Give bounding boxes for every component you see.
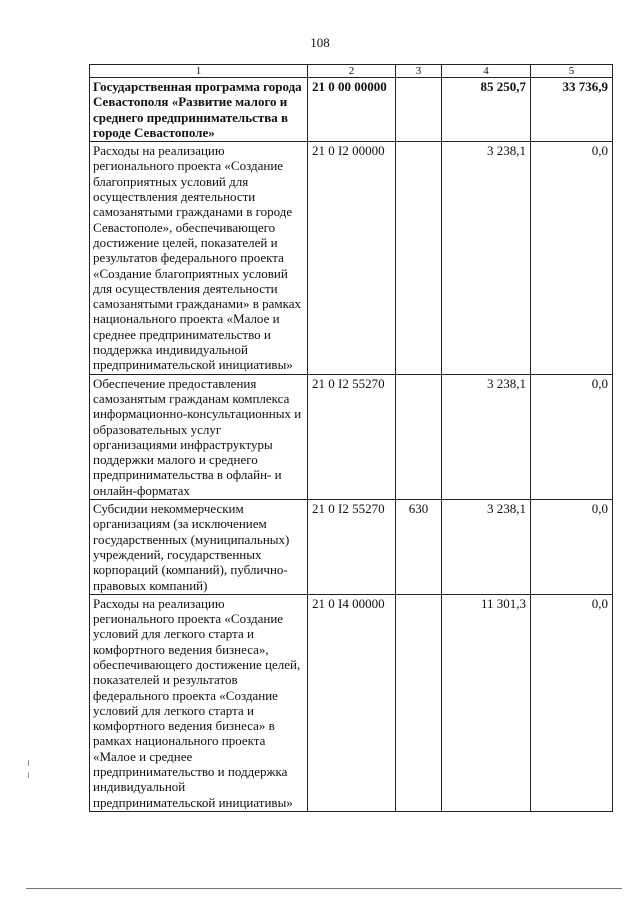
column-header-3: 3 (396, 65, 442, 78)
row-code: 21 0 I2 00000 (308, 142, 396, 374)
page-number: 108 (310, 35, 330, 50)
table-row (90, 594, 613, 811)
row-sum-2: 0,0 (531, 142, 613, 374)
row-sum-1: 3 238,1 (442, 374, 531, 499)
row-sum-1: 11 301,3 (442, 594, 531, 811)
row-name: Расходы на реализацию регионального проекта «Создание благоприятных условий для осуществления деятельности самозанятыми гражданами в городе Севастополе», обеспечивающего достижение целей, показателей и результатов федерального проекта «Создание благоприятных условий для осуществления деятельности самозанятыми гражданами» в рамках национального проекта «Малое и среднее предпринимательство и поддержка индивидуальной предпринимательской инициативы» (90, 142, 308, 374)
column-header-2: 2 (308, 65, 396, 78)
row-kvr (396, 594, 442, 811)
row-kvr (396, 374, 442, 499)
table-row (90, 374, 613, 499)
row-code: 21 0 00 00000 (308, 78, 396, 142)
table-row (90, 142, 613, 374)
row-sum-2: 0,0 (531, 500, 613, 595)
scan-artifact (28, 760, 29, 766)
table-row (90, 500, 613, 595)
row-kvr (396, 142, 442, 374)
budget-table (89, 64, 613, 812)
row-code: 21 0 I2 55270 (308, 374, 396, 499)
row-code: 21 0 I4 00000 (308, 594, 396, 811)
row-name: Обеспечение предоставления самозанятым гражданам комплекса информационно-консультационных и образовательных услуг организациями инфраструктуры поддержки малого и среднего предпринимательства в офлайн- и онлайн-форматах (90, 374, 308, 499)
row-kvr (396, 78, 442, 142)
row-code: 21 0 I2 55270 (308, 500, 396, 595)
row-name: Субсидии некоммерческим организациям (за исключением государственных (муниципальных) учреждений, государственных корпораций (компаний), публично-правовых компаний) (90, 500, 308, 595)
header-row (90, 65, 613, 78)
table-row (90, 78, 613, 142)
scan-edge-line (26, 888, 622, 889)
row-sum-1: 3 238,1 (442, 500, 531, 595)
row-sum-2: 33 736,9 (531, 78, 613, 142)
column-header-4: 4 (442, 65, 531, 78)
row-sum-2: 0,0 (531, 374, 613, 499)
row-sum-1: 85 250,7 (442, 78, 531, 142)
column-header-5: 5 (531, 65, 613, 78)
row-name: Расходы на реализацию регионального проекта «Создание условий для легкого старта и комфортного ведения бизнеса», обеспечивающего достижение целей, показателей и результатов федерального проекта «Создание условий для легкого старта и комфортного ведения бизнеса» в рамках национального проекта «Малое и среднее предпринимательство и поддержка индивидуальной предпринимательской инициативы» (90, 594, 308, 811)
row-sum-2: 0,0 (531, 594, 613, 811)
row-name: Государственная программа города Севастополя «Развитие малого и среднего предпринимательства в городе Севастополе» (90, 78, 308, 142)
row-sum-1: 3 238,1 (442, 142, 531, 374)
scan-artifact (28, 772, 29, 778)
row-kvr: 630 (396, 500, 442, 595)
column-header-1: 1 (90, 65, 308, 78)
